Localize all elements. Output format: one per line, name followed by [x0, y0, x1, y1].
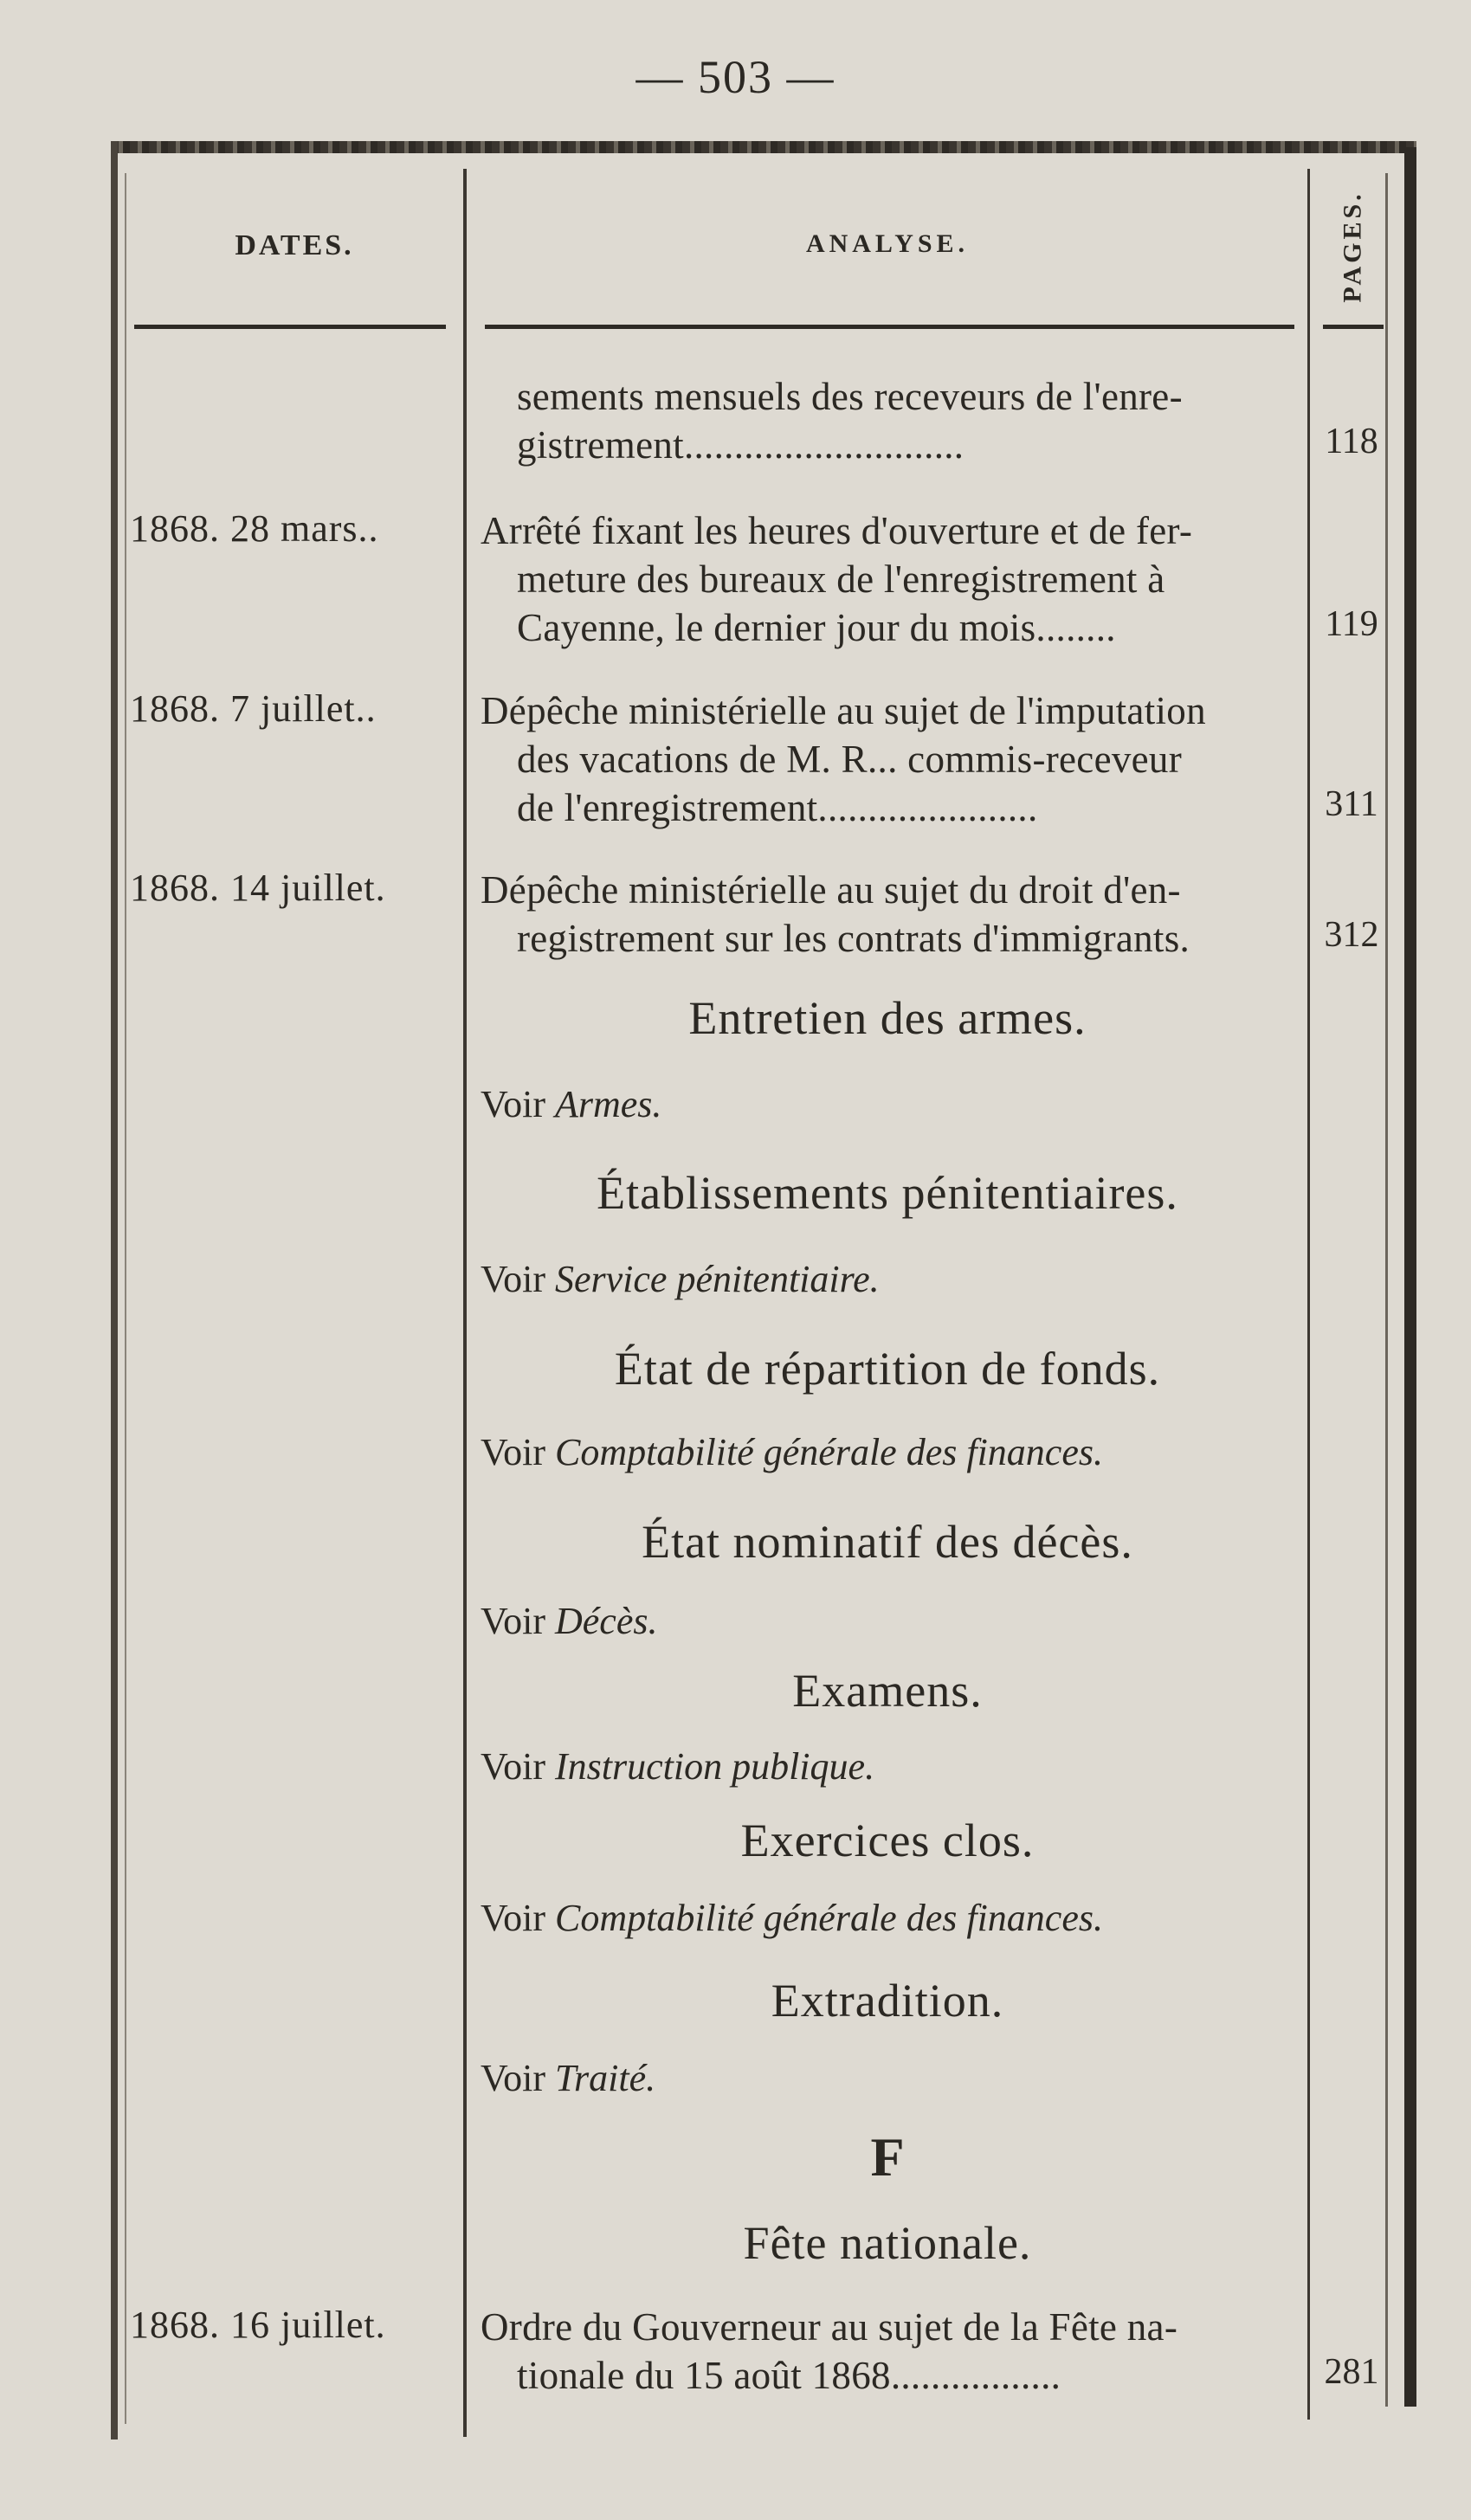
entry-line: Ordre du Gouverneur au sujet de la Fête na-: [481, 2305, 1178, 2349]
header-rule-pages: [1323, 325, 1384, 329]
index-letter: F: [870, 2126, 905, 2188]
see-reference: [481, 1599, 1299, 1643]
entry-date: 1868. 14 juillet.: [130, 867, 386, 909]
entry-page: 119: [1325, 604, 1378, 644]
see-target: Instruction publique.: [554, 1745, 875, 1788]
section-title: Extradition.: [771, 1975, 1004, 2027]
column-divider-pages: [1307, 169, 1310, 2420]
section-title: Exercices clos.: [740, 1814, 1035, 1866]
entry-date: 1868. 16 juillet.: [130, 2304, 386, 2346]
see-reference: [481, 1430, 1299, 1474]
entry-page: 281: [1324, 2352, 1379, 2392]
entry-page: 118: [1325, 422, 1378, 461]
see-label: Voir: [481, 1258, 545, 1300]
header-rule-dates: [134, 325, 446, 329]
see-target: Comptabilité générale des finances.: [554, 1431, 1103, 1473]
see-label: Voir: [481, 1431, 545, 1473]
table-top-border: [111, 141, 1416, 153]
see-reference: [481, 1744, 1299, 1788]
see-target: Décès.: [554, 1600, 658, 1642]
entry-line: Dépêche ministérielle au sujet du droit d'en-: [481, 868, 1181, 912]
entry-line: sements mensuels des receveurs de l'enre-: [517, 375, 1183, 418]
entry-page: 311: [1325, 784, 1378, 824]
entry-line: des vacations de M. R... commis-receveur: [517, 738, 1183, 781]
column-header-pages: [1314, 186, 1392, 307]
see-label: Voir: [481, 2057, 545, 2099]
entry-line: tionale du 15 août 1868.................: [517, 2354, 1061, 2397]
section-title: Entretien des armes.: [688, 992, 1087, 1044]
table-left-inner-border: [125, 173, 126, 2424]
see-label: Voir: [481, 1745, 545, 1788]
see-label: Voir: [481, 1897, 545, 1939]
entry-line: registrement sur les contrats d'immigrants.: [517, 917, 1190, 960]
entry-analysis: [481, 866, 1299, 963]
entry-line: Dépêche ministérielle au sujet de l'imputation: [481, 689, 1206, 732]
table-left-border: [111, 141, 118, 2439]
section-title: Fête nationale.: [743, 2217, 1032, 2269]
entry-line: Arrêté fixant les heures d'ouverture et de fer-: [481, 509, 1193, 552]
see-label: Voir: [481, 1083, 545, 1125]
entry-line: de l'enregistrement......................: [517, 786, 1038, 829]
table-right-inner-border: [1385, 173, 1388, 2407]
entry-analysis: [481, 2303, 1299, 2400]
entry-page: 312: [1324, 915, 1379, 955]
see-target: Traité.: [554, 2057, 656, 2099]
column-header-dates: DATES.: [235, 229, 354, 261]
section-title: Établissements pénitentiaires.: [597, 1167, 1178, 1219]
entry-date: 1868. 7 juillet..: [130, 687, 377, 730]
entry-date: 1868. 28 mars..: [130, 507, 379, 550]
see-target: Service pénitentiaire.: [554, 1258, 880, 1300]
section-title: État de répartition de fonds.: [614, 1343, 1161, 1395]
see-reference: [481, 1896, 1299, 1940]
table-right-border: [1404, 147, 1416, 2407]
entry-line: gistrement............................: [517, 423, 965, 467]
entry-analysis: [481, 372, 1299, 469]
column-header-analyse: ANALYSE.: [805, 229, 970, 258]
column-divider-dates: [463, 169, 467, 2437]
entry-analysis: [481, 506, 1299, 652]
header-rule-analyse: [485, 325, 1294, 329]
entry-line: meture des bureaux de l'enregistrement à: [517, 557, 1165, 601]
see-reference: [481, 1082, 1299, 1126]
page-number: — 503 —: [635, 51, 836, 103]
see-target: Comptabilité générale des finances.: [554, 1897, 1103, 1939]
see-reference: [481, 1257, 1299, 1301]
entry-analysis: [481, 686, 1299, 832]
entry-line: Cayenne, le dernier jour du mois........: [517, 606, 1116, 649]
section-title: État nominatif des décès.: [642, 1516, 1133, 1568]
section-title: Examens.: [792, 1665, 983, 1717]
see-reference: [481, 2056, 1299, 2100]
see-label: Voir: [481, 1600, 545, 1642]
see-target: Armes.: [554, 1083, 662, 1125]
column-header-pages-label: PAGES.: [1339, 190, 1368, 303]
